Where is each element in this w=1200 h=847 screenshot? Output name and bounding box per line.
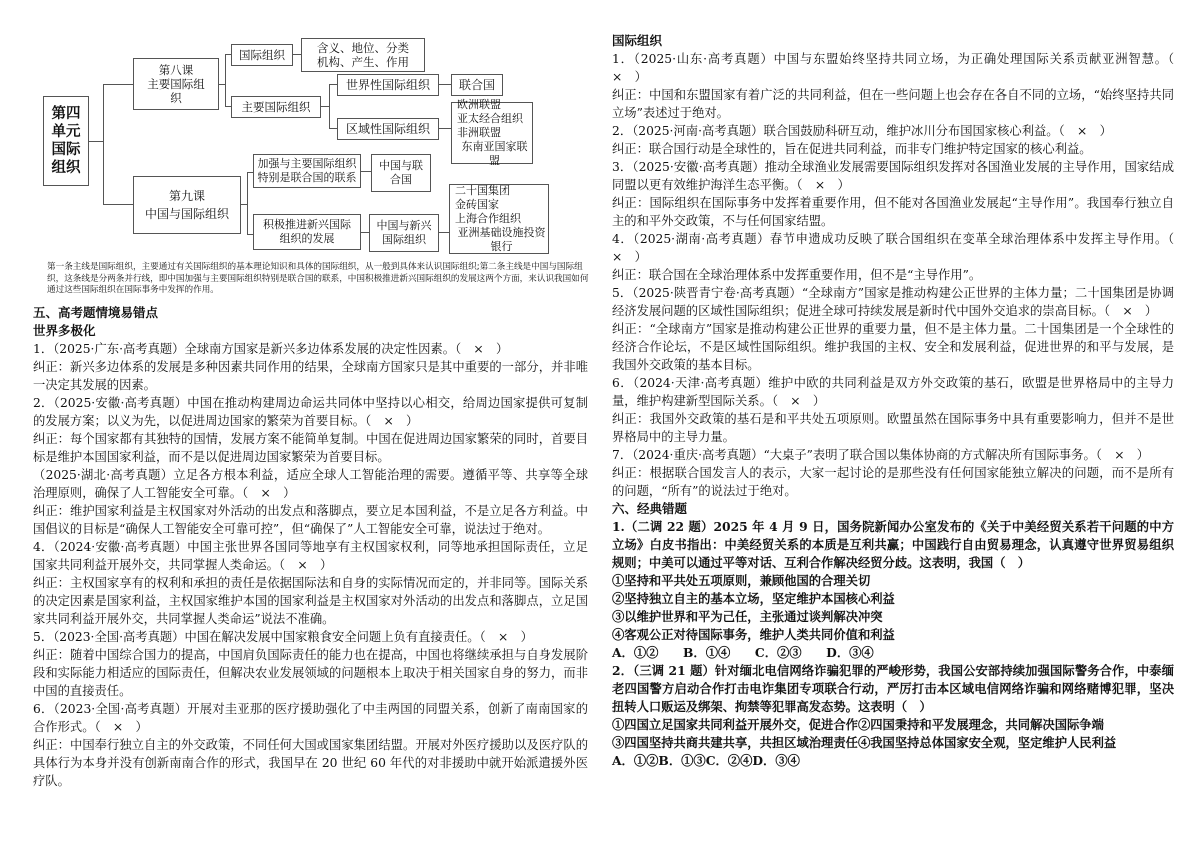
mc2-answers: A．①②B．①③C．②④D．③④: [612, 753, 800, 768]
map-intl-org-detail: 含义、地位、分类 机构、产生、作用: [301, 38, 425, 72]
correction: 纠正：每个国家都有其独特的国情，发展方案不能简单复制。中国在促进周边国家繁荣的同时，首要目标是维护本国国家利益，而不是以促进周边国家繁荣为首要目标。: [33, 432, 588, 464]
mc2-stem: 2．（三调 21 题）针对缅北电信网络诈骗犯罪的严峻形势，我国公安部持续加强国际警务合作，中泰缅老四国警方启动合作打击电诈集团专项联合行动，严厉打击本区域电信网络诈骗和网络赌博犯罪，坚决扭转人口贩运及绑架、拘禁等犯罪高发态势。这表明（ ）: [612, 663, 1174, 714]
question: 1．（2025·山东·高考真题）中国与东盟始终坚持共同立场，为正确处理国际关系贡献亚洲智慧。（ × ）: [612, 52, 1187, 84]
question: 7．（2024·重庆·高考真题）“大桌子”表明了联合国以集体协商的方式解决所有国际事务。（ × ）: [612, 448, 1150, 462]
correction: 纠正：联合国在全球治理体系中发挥重要作用，但不是“主导作用”。: [612, 268, 982, 282]
correction: 纠正：我国外交政策的基石是和平共处五项原则。欧盟虽然在国际事务中具有重要影响力，但并不是世界格局中的主导力量。: [612, 412, 1174, 444]
map-new-list: 二十国集团 金砖国家 上海合作组织 亚洲基础设施投资银行: [449, 184, 549, 254]
question: 6．（2023·全国·高考真题）开展对圭亚那的医疗援助强化了中圭两国的同盟关系，创新了南南国家的合作形式。（ × ）: [33, 702, 588, 734]
topic-intl-org: 国际组织: [612, 33, 663, 48]
section-six-title: 六、经典错题: [612, 501, 688, 516]
map-note: 第一条主线是国际组织，主要通过有关国际组织的基本理论知识和具体的国际组织，从一般到具体来认识国际组织;第二条主线是中国与国际组织，这条线是分两条并行线，即中国加强与主要国际组织特别是联合国的联系，中国积极推进新兴国际组织的发展这两个方面，来认识我国如何通过这些国际组织在国际事务中发挥的作用。: [47, 262, 589, 295]
correction: 纠正：联合国行动是全球性的，旨在促进共同利益，而非专门维护特定国家的核心利益。: [612, 142, 1092, 156]
map-strengthen: 加强与主要国际组织 特别是联合国的联系: [253, 154, 361, 188]
correction: 纠正：国际组织在国际事务中发挥着重要作用，但不能对各国渔业发展起“主导作用”。我国奉行独立自主的和平外交政策，不与任何国家结盟。: [612, 196, 1174, 228]
question: 1．（2025·广东·高考真题）全球南方国家是新兴多边体系发展的决定性因素。（ × ）: [33, 342, 509, 356]
map-lesson8: 第八课 主要国际组 织: [133, 58, 219, 110]
map-china-un: 中国与联 合国: [371, 154, 431, 192]
map-promote-new: 积极推进新兴国际 组织的发展: [253, 214, 361, 250]
correction: 纠正：维护国家利益是主权国家对外活动的出发点和落脚点，要立足本国利益，不是立足各方利益。中国倡议的目标是“确保人工智能安全可靠可控”，但“确保了”人工智能安全可靠，说法过于绝对。: [33, 504, 588, 536]
concept-map: [33, 34, 593, 262]
section-five-title: 五、高考题情境易错点: [33, 305, 159, 320]
mc1-stem: 1.（二调 22 题）2025 年 4 月 9 日，国务院新闻办公室发布的《关于中美经贸关系若干问题的中方立场》白皮书指出：中美经贸关系的本质是互利共赢；中国践行自由贸易理念，认真遵守世界贸易组织规则；中美可以通过平等对话、互利合作解决经贸分歧。这表明，我国（ ）: [612, 519, 1174, 570]
correction: 纠正：随着中国综合国力的提高，中国肩负国际责任的能力也在提高，中国也将继续承担与自身发展阶段和实际能力相适应的国际责任，但解决农业发展领域的问题根本上取决于相关国家自身的努力，而非中国的直接责任。: [33, 648, 588, 698]
question: 3．（2025·安徽·高考真题）推动全球渔业发展需要国际组织发挥对各国渔业发展的主导作用，国家结成同盟以更有效维护海洋生态平衡。（ × ）: [612, 160, 1174, 192]
correction: 纠正：中国奉行独立自主的外交政策，不同任何大国或国家集团结盟。开展对外医疗援助以及医疗队的具体行为本身并没有创新南南合作的形式，我国早在 20 世纪 60 年代的对非援助中就开始派遣援外医疗队。: [33, 738, 588, 788]
map-main-org: 主要国际组织: [231, 96, 321, 118]
correction: 纠正：“全球南方”国家是推动构建公正世界的重要力量，但不是主体力量。二十国集团是一个全球性的经济合作论坛，不是区域性国际组织。维护我国的主权、安全和发展利益，促进世界的和平与发展，是我国外交政策的基本目标。: [612, 322, 1174, 372]
question: 5．（2023·全国·高考真题）中国在解决发展中国家粮食安全问题上负有直接责任。（ × ）: [33, 630, 533, 644]
correction: 纠正：主权国家享有的权利和承担的责任是依据国际法和自身的实际情况而定的，并非同等。国际关系的决定因素是国家利益，主权国家维护本国的国家利益是主权国家对外活动的出发点和落脚点，立足国家共同利益开展外交，共同掌握人类命运”说法不准确。: [33, 576, 588, 626]
question: （2025·湖北·高考真题）立足各方根本利益，适应全球人工智能治理的需要。遵循平等、共享等全球治理原则，确保了人工智能安全可靠。（ × ）: [33, 468, 588, 500]
map-intl-org: 国际组织: [231, 44, 293, 66]
question: 2．（2025·安徽·高考真题）中国在推动构建周边命运共同体中坚持以心相交，给周边国家提供可复制的发展方案；以义为先，以促进周边国家的繁荣为首要目标。（ × ）: [33, 396, 588, 428]
question: 4．（2024·安徽·高考真题）中国主张世界各国同等地享有主权国家权利，同等地承担国际责任，立足国家共同利益开展外交，共同掌握人类命运。（ × ）: [33, 540, 588, 572]
question: 5．（2025·陕晋青宁卷·高考真题）“全球南方”国家是推动构建公正世界的主体力量；二十国集团是协调经济发展问题的区域性国际组织；促进全球可持续发展是新时代中国外交追求的崇高目标。（ × ）: [612, 286, 1174, 318]
mc2-option: ③四国坚持共商共建共享，共担区域治理责任④我国坚持总体国家安全观，坚定维护人民利益: [612, 735, 1117, 750]
mc1-answers: A．①② B．①④ C．②③ D．③④: [612, 645, 874, 660]
map-lesson9: 第九课 中国与国际组织: [133, 176, 241, 234]
question: 6．（2024·天津·高考真题）维护中欧的共同利益是双方外交政策的基石，欧盟是世界格局中的主导力量，维护构建新型国际关系。（ × ）: [612, 376, 1174, 408]
map-world-org: 世界性国际组织: [337, 74, 439, 96]
map-regional-org: 区域性国际组织: [337, 118, 439, 140]
question: 2．（2025·河南·高考真题）联合国鼓励科研互动，维护冰川分布国国家核心利益。（ × ）: [612, 124, 1112, 138]
mc1-option: ④客观公正对待国际事务，维护人类共同价值和利益: [612, 627, 895, 642]
mc1-option: ③以维护世界和平为己任，主张通过谈判解决冲突: [612, 609, 883, 624]
map-un: 联合国: [451, 74, 503, 96]
mc1-option: ②坚持独立自主的基本立场，坚定维护本国核心利益: [612, 591, 895, 606]
correction: 纠正：新兴多边体系的发展是多种因素共同作用的结果，全球南方国家只是其中重要的一部分，并非唯一决定其发展的因素。: [33, 360, 588, 392]
map-root: 第四 单元 国际 组织: [43, 96, 89, 186]
correction: 纠正：根据联合国发言人的表示，大家一起讨论的是那些没有任何国家能独立解决的问题，而不是所有的问题，“所有”的说法过于绝对。: [612, 466, 1174, 498]
map-regional-list: 欧洲联盟 亚太经合组织 非洲联盟 东南亚国家联盟: [451, 102, 533, 164]
question: 4．（2025·湖南·高考真题）春节申遗成功反映了联合国组织在变革全球治理体系中发挥主导作用。（ × ）: [612, 232, 1187, 264]
correction: 纠正：中国和东盟国家有着广泛的共同利益，但在一些问题上也会存在各自不同的立场，“始终坚持共同立场”表述过于绝对。: [612, 88, 1174, 120]
mc1-option: ①坚持和平共处五项原则，兼顾他国的合理关切: [612, 573, 871, 588]
map-china-new: 中国与新兴 国际组织: [369, 214, 439, 252]
mc2-option: ①四国立足国家共同利益开展外交，促进合作②四国秉持和平发展理念，共同解决国际争端: [612, 717, 1104, 732]
topic-multipolar: 世界多极化: [33, 323, 96, 338]
right-column: [612, 32, 1187, 770]
